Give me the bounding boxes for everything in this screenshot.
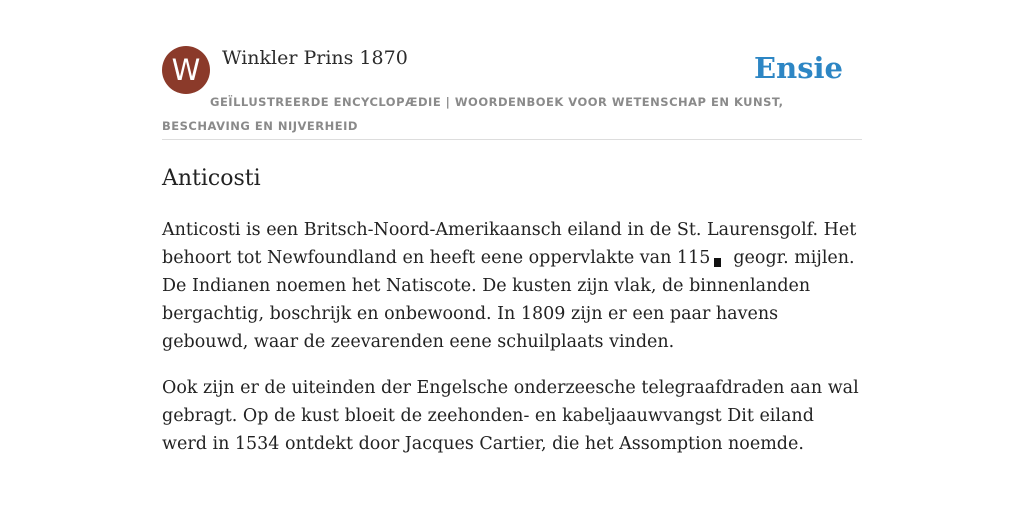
source-subtitle: GEÏLLUSTREERDE ENCYCLOPÆDIE | WOORDENBOEK VOOR WETENSCHAP EN KUNST, BESCHAVING EN NIJVERHEID — [162, 95, 784, 133]
article — [162, 162, 862, 476]
article-title: Anticosti — [162, 166, 261, 191]
paragraph-1-text-end: geogr. mijlen. De Indianen noemen het Natiscote. De kusten zijn vlak, de binnenlanden bergachtig, boschrijk en onbewoond. In 1809 zijn er een paar havens gebouwd, waar de zeevarenden eene schuilplaats vinden. — [162, 248, 855, 352]
source-title-link[interactable]: Winkler Prins 1870 — [222, 47, 408, 69]
page-header — [162, 46, 862, 140]
article-paragraph-1 — [162, 216, 862, 356]
header-divider — [162, 139, 862, 140]
article-paragraph-2: Ook zijn er de uiteinden der Engelsche onderzeesche telegraafdraden aan wal gebragt. Op de kust bloeit de zeehonden- en kabeljaauwvangst Dit eiland werd in 1534 ontdekt door Jacques Cartier, die het Assomption noemde. — [162, 378, 859, 454]
paragraph-1-text-start: Anticosti is een Britsch-Noord-Amerikaansch eiland in de St. Laurensgolf. Het behoort tot Newfoundland en heeft eene oppervlakte van 115 — [162, 220, 857, 268]
avatar-letter: W — [171, 53, 201, 87]
source-avatar[interactable] — [162, 46, 210, 94]
ensie-logo-link[interactable]: Ensie — [754, 51, 843, 85]
square-symbol-icon — [714, 258, 721, 267]
